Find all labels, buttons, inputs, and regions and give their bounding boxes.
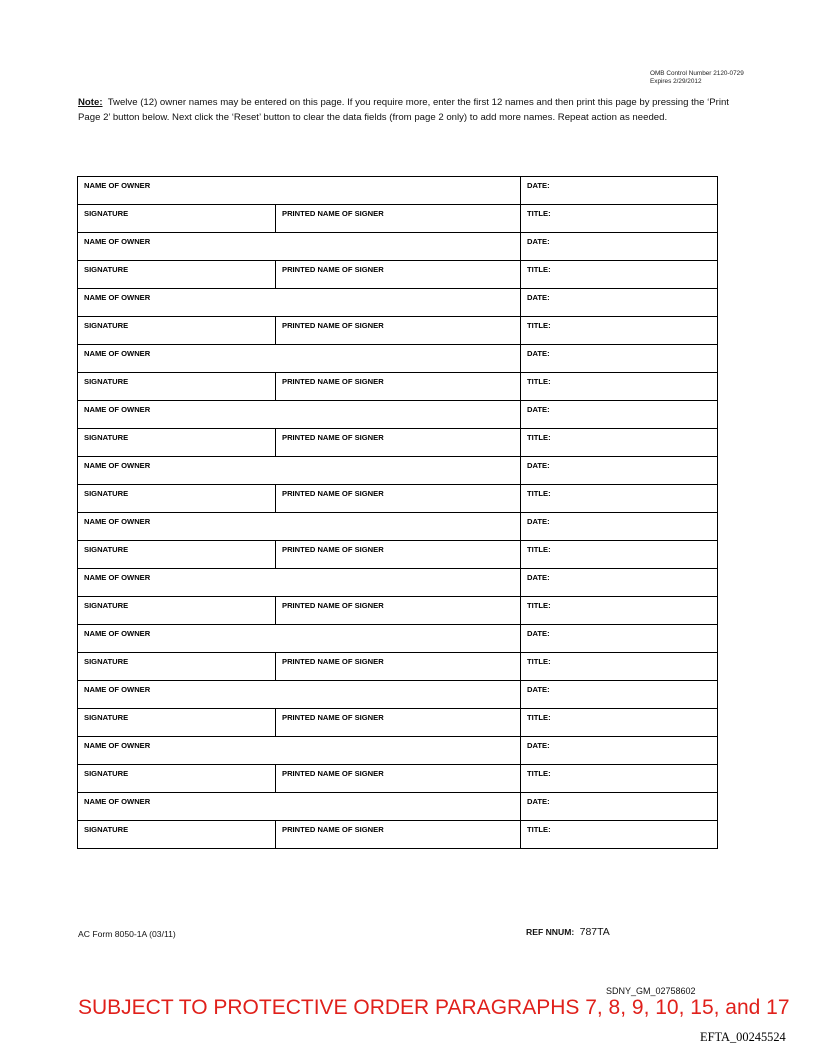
date-field[interactable] xyxy=(521,401,718,429)
date-field[interactable] xyxy=(521,737,718,765)
signature-label: SIGNATURE xyxy=(84,825,129,834)
signer-row xyxy=(78,205,718,233)
form-identifier: AC Form 8050-1A (03/11) xyxy=(78,929,176,939)
name-of-owner-label: NAME OF OWNER xyxy=(84,405,151,414)
date-label: DATE: xyxy=(527,405,550,414)
title-field[interactable] xyxy=(521,429,718,457)
name-of-owner-field[interactable] xyxy=(78,289,521,317)
date-label: DATE: xyxy=(527,741,550,750)
printed-name-of-signer-field[interactable] xyxy=(276,765,521,793)
date-label: DATE: xyxy=(527,349,550,358)
date-label: DATE: xyxy=(527,237,550,246)
printed-name-of-signer-field[interactable] xyxy=(276,485,521,513)
name-of-owner-field[interactable] xyxy=(78,233,521,261)
name-of-owner-field[interactable] xyxy=(78,457,521,485)
title-label: TITLE: xyxy=(527,657,551,666)
instruction-note xyxy=(78,96,734,125)
title-field[interactable] xyxy=(521,205,718,233)
title-label: TITLE: xyxy=(527,377,551,386)
name-of-owner-label: NAME OF OWNER xyxy=(84,797,151,806)
title-label: TITLE: xyxy=(527,321,551,330)
title-field[interactable] xyxy=(521,541,718,569)
owner-row xyxy=(78,569,718,597)
signature-label: SIGNATURE xyxy=(84,601,129,610)
signature-field[interactable] xyxy=(78,541,276,569)
signature-field[interactable] xyxy=(78,653,276,681)
title-label: TITLE: xyxy=(527,489,551,498)
printed-name-of-signer-field[interactable] xyxy=(276,541,521,569)
ref-nnum xyxy=(526,926,610,938)
date-field[interactable] xyxy=(521,569,718,597)
date-label: DATE: xyxy=(527,629,550,638)
omb-expiration: Expires 2/29/2012 xyxy=(650,78,702,85)
title-label: TITLE: xyxy=(527,601,551,610)
printed-name-of-signer-label: PRINTED NAME OF SIGNER xyxy=(282,713,384,722)
owner-row xyxy=(78,401,718,429)
name-of-owner-label: NAME OF OWNER xyxy=(84,517,151,526)
name-of-owner-field[interactable] xyxy=(78,177,521,205)
date-label: DATE: xyxy=(527,293,550,302)
name-of-owner-label: NAME OF OWNER xyxy=(84,293,151,302)
owner-row xyxy=(78,681,718,709)
printed-name-of-signer-label: PRINTED NAME OF SIGNER xyxy=(282,825,384,834)
printed-name-of-signer-field[interactable] xyxy=(276,821,521,849)
signer-row xyxy=(78,373,718,401)
printed-name-of-signer-label: PRINTED NAME OF SIGNER xyxy=(282,769,384,778)
signature-label: SIGNATURE xyxy=(84,713,129,722)
printed-name-of-signer-label: PRINTED NAME OF SIGNER xyxy=(282,601,384,610)
title-label: TITLE: xyxy=(527,265,551,274)
printed-name-of-signer-field[interactable] xyxy=(276,261,521,289)
title-label: TITLE: xyxy=(527,713,551,722)
printed-name-of-signer-field[interactable] xyxy=(276,709,521,737)
printed-name-of-signer-field[interactable] xyxy=(276,205,521,233)
printed-name-of-signer-label: PRINTED NAME OF SIGNER xyxy=(282,657,384,666)
signature-label: SIGNATURE xyxy=(84,433,129,442)
owner-row xyxy=(78,289,718,317)
printed-name-of-signer-label: PRINTED NAME OF SIGNER xyxy=(282,321,384,330)
signature-field[interactable] xyxy=(78,317,276,345)
title-field[interactable] xyxy=(521,653,718,681)
signature-field[interactable] xyxy=(78,597,276,625)
signature-field[interactable] xyxy=(78,765,276,793)
signature-field[interactable] xyxy=(78,485,276,513)
signature-field[interactable] xyxy=(78,373,276,401)
omb-control-number: OMB Control Number 2120-0729 xyxy=(650,70,744,77)
signature-label: SIGNATURE xyxy=(84,377,129,386)
printed-name-of-signer-field[interactable] xyxy=(276,317,521,345)
signature-label: SIGNATURE xyxy=(84,265,129,274)
owner-row xyxy=(78,233,718,261)
bates-number: SDNY_GM_02758602 xyxy=(606,986,696,996)
owner-signature-table xyxy=(77,176,718,849)
name-of-owner-label: NAME OF OWNER xyxy=(84,685,151,694)
name-of-owner-label: NAME OF OWNER xyxy=(84,237,151,246)
name-of-owner-field[interactable] xyxy=(78,345,521,373)
owner-row xyxy=(78,737,718,765)
title-field[interactable] xyxy=(521,485,718,513)
name-of-owner-field[interactable] xyxy=(78,625,521,653)
omb-control-block xyxy=(650,70,770,86)
title-label: TITLE: xyxy=(527,769,551,778)
name-of-owner-label: NAME OF OWNER xyxy=(84,349,151,358)
printed-name-of-signer-field[interactable] xyxy=(276,653,521,681)
printed-name-of-signer-label: PRINTED NAME OF SIGNER xyxy=(282,433,384,442)
date-label: DATE: xyxy=(527,797,550,806)
printed-name-of-signer-field[interactable] xyxy=(276,373,521,401)
signer-row xyxy=(78,485,718,513)
name-of-owner-label: NAME OF OWNER xyxy=(84,461,151,470)
date-label: DATE: xyxy=(527,461,550,470)
title-field[interactable] xyxy=(521,821,718,849)
name-of-owner-label: NAME OF OWNER xyxy=(84,629,151,638)
date-field[interactable] xyxy=(521,345,718,373)
printed-name-of-signer-label: PRINTED NAME OF SIGNER xyxy=(282,377,384,386)
date-field[interactable] xyxy=(521,793,718,821)
name-of-owner-label: NAME OF OWNER xyxy=(84,573,151,582)
signer-row xyxy=(78,597,718,625)
date-label: DATE: xyxy=(527,181,550,190)
title-label: TITLE: xyxy=(527,825,551,834)
note-text: Twelve (12) owner names may be entered on this page. If you require more, enter the first 12 names and then print this page by pressing the ‘Print Page 2’ button below. Next click the ‘Reset’ button to clear the data fields (from page 2 only) to add more names. Repeat action as needed. xyxy=(78,97,729,123)
signer-row xyxy=(78,709,718,737)
signature-field[interactable] xyxy=(78,709,276,737)
signature-label: SIGNATURE xyxy=(84,489,129,498)
note-label: Note: xyxy=(78,97,103,108)
owner-row xyxy=(78,177,718,205)
signature-label: SIGNATURE xyxy=(84,769,129,778)
date-field[interactable] xyxy=(521,457,718,485)
signer-row xyxy=(78,653,718,681)
date-label: DATE: xyxy=(527,573,550,582)
signature-label: SIGNATURE xyxy=(84,657,129,666)
owner-row xyxy=(78,345,718,373)
printed-name-of-signer-label: PRINTED NAME OF SIGNER xyxy=(282,265,384,274)
ref-nnum-value: 787TA xyxy=(579,926,610,938)
title-field[interactable] xyxy=(521,373,718,401)
ref-nnum-label: REF NNUM: xyxy=(526,927,575,937)
signature-label: SIGNATURE xyxy=(84,321,129,330)
signature-field[interactable] xyxy=(78,261,276,289)
date-field[interactable] xyxy=(521,513,718,541)
owner-row xyxy=(78,625,718,653)
name-of-owner-field[interactable] xyxy=(78,569,521,597)
signature-label: SIGNATURE xyxy=(84,545,129,554)
date-field[interactable] xyxy=(521,681,718,709)
date-field[interactable] xyxy=(521,289,718,317)
efta-number: EFTA_00245524 xyxy=(700,1030,786,1044)
signature-field[interactable] xyxy=(78,205,276,233)
name-of-owner-field[interactable] xyxy=(78,401,521,429)
signer-row xyxy=(78,541,718,569)
printed-name-of-signer-label: PRINTED NAME OF SIGNER xyxy=(282,545,384,554)
title-field[interactable] xyxy=(521,317,718,345)
date-field[interactable] xyxy=(521,177,718,205)
signature-field[interactable] xyxy=(78,821,276,849)
date-field[interactable] xyxy=(521,625,718,653)
signer-row xyxy=(78,765,718,793)
date-field[interactable] xyxy=(521,233,718,261)
printed-name-of-signer-label: PRINTED NAME OF SIGNER xyxy=(282,489,384,498)
signature-label: SIGNATURE xyxy=(84,209,129,218)
name-of-owner-field[interactable] xyxy=(78,737,521,765)
name-of-owner-field[interactable] xyxy=(78,513,521,541)
signer-row xyxy=(78,261,718,289)
printed-name-of-signer-field[interactable] xyxy=(276,597,521,625)
title-label: TITLE: xyxy=(527,545,551,554)
name-of-owner-field[interactable] xyxy=(78,681,521,709)
date-label: DATE: xyxy=(527,685,550,694)
signer-row xyxy=(78,429,718,457)
owner-row xyxy=(78,513,718,541)
name-of-owner-field[interactable] xyxy=(78,793,521,821)
signer-row xyxy=(78,317,718,345)
owner-row xyxy=(78,793,718,821)
title-field[interactable] xyxy=(521,597,718,625)
signer-row xyxy=(78,821,718,849)
name-of-owner-label: NAME OF OWNER xyxy=(84,741,151,750)
protective-order-stamp: SUBJECT TO PROTECTIVE ORDER PARAGRAPHS 7, 8, 9, 10, 15, and 17 xyxy=(78,996,790,1019)
title-label: TITLE: xyxy=(527,209,551,218)
title-field[interactable] xyxy=(521,709,718,737)
title-field[interactable] xyxy=(521,765,718,793)
owner-row xyxy=(78,457,718,485)
signature-field[interactable] xyxy=(78,429,276,457)
printed-name-of-signer-field[interactable] xyxy=(276,429,521,457)
title-field[interactable] xyxy=(521,261,718,289)
date-label: DATE: xyxy=(527,517,550,526)
title-label: TITLE: xyxy=(527,433,551,442)
printed-name-of-signer-label: PRINTED NAME OF SIGNER xyxy=(282,209,384,218)
name-of-owner-label: NAME OF OWNER xyxy=(84,181,151,190)
